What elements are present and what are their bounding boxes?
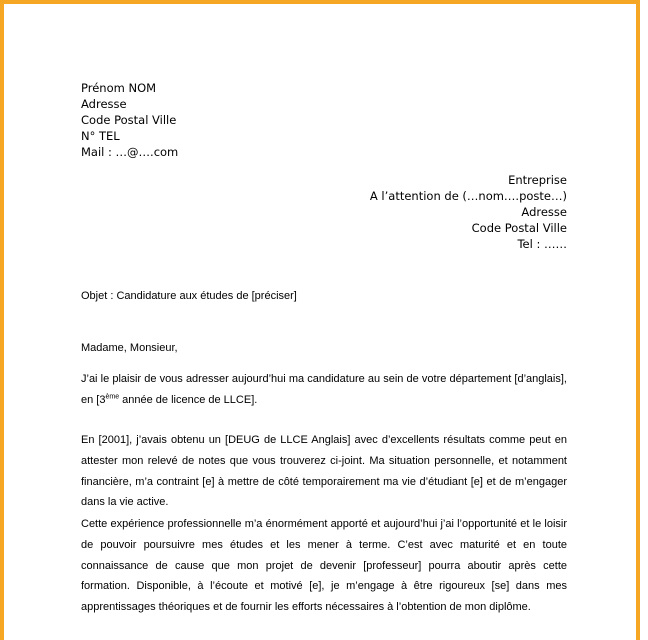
recipient-postal-city: Code Postal Ville	[471, 221, 567, 235]
letter-subject: Objet : Candidature aux études de [préciser]	[81, 290, 297, 302]
paragraph-background: En [2001], j’avais obtenu un [DEUG de LLCE Anglais] avec d’excellents résultats comme peut en attester mon relevé de notes que vous trouverez ci-joint. Ma situation personnelle, et notamment financière, m’a contraint [e] à mettre de côté temporairement ma vie d’étudiant [e] et de m’engager dans la vie active.	[81, 434, 567, 509]
recipient-attention: A l’attention de (…nom….poste…)	[369, 189, 567, 203]
recipient-company: Entreprise	[508, 173, 567, 187]
sender-phone: N° TEL	[81, 129, 120, 143]
sender-mail: Mail : …@….com	[81, 145, 179, 159]
recipient-phone: Tel : ……	[517, 237, 567, 251]
paragraph-intro-end: année de licence de LLCE].	[119, 393, 258, 406]
sender-address: Adresse	[81, 97, 127, 111]
sender-postal-city: Code Postal Ville	[81, 113, 177, 127]
paragraph-intro	[81, 369, 567, 411]
recipient-block	[370, 172, 567, 252]
letter-salutation: Madame, Monsieur,	[81, 342, 178, 354]
paragraph-intro-sup: ème	[105, 393, 120, 401]
sender-name: Prénom NOM	[81, 81, 157, 95]
paragraph-intro-text: J’ai le plaisir de vous adresser aujourd’hui ma candidature au sein de votre département [d’anglais], en [3	[81, 373, 567, 406]
paragraph-motivation: Cette expérience professionnelle m’a énormément apporté et aujourd’hui j’ai l’opportunité et le loisir de pouvoir poursuivre mes études et les mener à terme. C’est avec maturité et en toute connaissance de cause que mon projet de devenir [professeur] pourra aboutir après cette formation. Disponible, à l’écoute et motivé [e], je m’engage à être rigoureux [se] dans mes apprentissages théoriques et de fournir les efforts nécessaires à l’obtention de mon diplôme.	[81, 518, 567, 614]
recipient-address: Adresse	[521, 205, 567, 219]
sender-block	[81, 80, 178, 160]
